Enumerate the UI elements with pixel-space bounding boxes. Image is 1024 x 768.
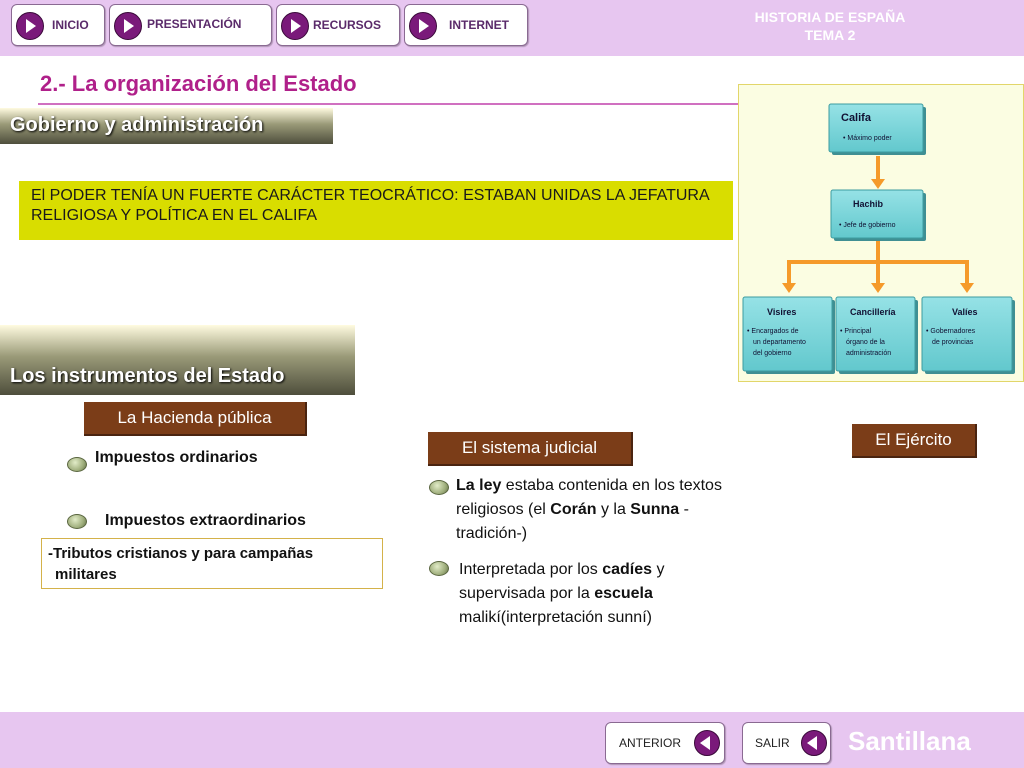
label-sistema-judicial: El sistema judicial [428,432,633,466]
santillana-logo: Santillana [848,726,971,756]
arrow-head-icon [871,283,885,293]
node-visires-title: Visires [767,307,797,317]
nav-presentacion-button[interactable] [109,4,272,46]
node-visires-line-3: del gobierno [753,350,792,357]
node-cancilleria-title: Cancillería [850,307,896,317]
play-icon [281,12,309,40]
salir-button[interactable] [742,722,831,764]
term-la-ley: La ley [456,477,502,494]
nav-inicio-button[interactable] [11,4,105,46]
node-hachib [831,190,926,241]
anterior-label: ANTERIOR [619,736,682,750]
node-califa-line-1: • Máximo poder [843,135,892,142]
node-valies-line-1: • Gobernadores [926,328,976,335]
text-fragment: y supervisada por la [459,561,665,602]
bullet-icon [429,480,449,495]
judicial-paragraph-cadies [459,558,734,630]
node-valies-title: Valíes [952,307,978,317]
node-califa-title: Califa [841,112,871,124]
term-sunna: Sunna [630,501,680,518]
nav-internet-label: INTERNET [449,18,509,32]
nav-recursos-button[interactable] [276,4,400,46]
page-title: 2.- La organización del Estado [40,71,357,96]
term-escuela: escuela [594,585,653,602]
term-cadies: cadíes [602,561,653,578]
subject-line-2: TEMA 2 [804,27,856,43]
node-hachib-title: Hachib [853,199,884,209]
label-hacienda-publica: La Hacienda pública [84,402,307,436]
tributos-note [41,538,383,589]
node-visires [743,297,835,374]
back-arrow-icon [694,730,720,756]
arrow-head-icon [871,179,885,189]
node-hachib-line-1: • Jefe de gobierno [839,222,896,229]
play-icon [409,12,437,40]
text-fragment: -tradición-) [456,501,689,542]
node-cancilleria-line-1: • Principal [840,328,872,335]
text-fragment: Interpretada por los [459,561,603,578]
tributos-line-2: militares [55,566,117,583]
organization-diagram [738,84,1024,382]
back-arrow-icon [801,730,827,756]
theocratic-power-statement: El PODER TENÍA UN FUERTE CARÁCTER TEOCRÁTICO: ESTABAN UNIDAS LA JEFATURA RELIGIOSA Y POLÍTICA EN EL CALIFA [19,181,733,240]
node-califa [829,104,926,155]
org-chart-svg [739,85,1023,381]
title-divider [38,103,748,105]
nav-recursos-label: RECURSOS [313,18,382,32]
bullet-icon [67,457,87,472]
bullet-icon [429,561,449,576]
label-ejercito: El Ejército [852,424,977,458]
subject-line-1: HISTORIA DE ESPAÑA [754,9,906,25]
item-impuestos-ordinarios: Impuestos ordinarios [95,449,258,466]
section-heading-instrumentos-text: Los instrumentos del Estado [10,365,285,387]
tributos-line-1: -Tributos cristianos y para campañas [48,545,314,562]
node-valies [922,297,1015,374]
term-coran: Corán [550,501,597,518]
node-cancilleria [836,297,918,374]
node-visires-line-1: • Encargados de [747,328,799,335]
text-fragment: y la [596,501,631,518]
section-heading-instrumentos [0,325,355,395]
node-cancilleria-line-3: administración [846,350,892,357]
nav-presentacion-label: PRESENTACIÓN [147,17,242,31]
text-fragment: malikí(interpretación sunní) [459,609,652,626]
play-icon [114,12,142,40]
node-visires-line-2: un departamento [753,339,806,346]
node-cancilleria-line-2: órgano de la [846,339,885,346]
nav-internet-button[interactable] [404,4,528,46]
nav-inicio-label: INICIO [52,18,89,32]
salir-label: SALIR [755,736,790,750]
subject-heading [700,8,960,44]
arrow-head-icon [960,283,974,293]
judicial-paragraph-ley [456,474,731,546]
play-icon [16,12,44,40]
bullet-icon [67,514,87,529]
item-impuestos-extraordinarios: Impuestos extraordinarios [105,512,306,529]
section-heading-gobierno-text: Gobierno y administración [10,114,264,136]
text-fragment: estaba contenida en los textos religiosos (el [456,477,722,518]
arrow-head-icon [782,283,796,293]
node-valies-line-2: de provincias [932,339,974,346]
section-heading-gobierno [0,108,333,144]
anterior-button[interactable] [605,722,725,764]
